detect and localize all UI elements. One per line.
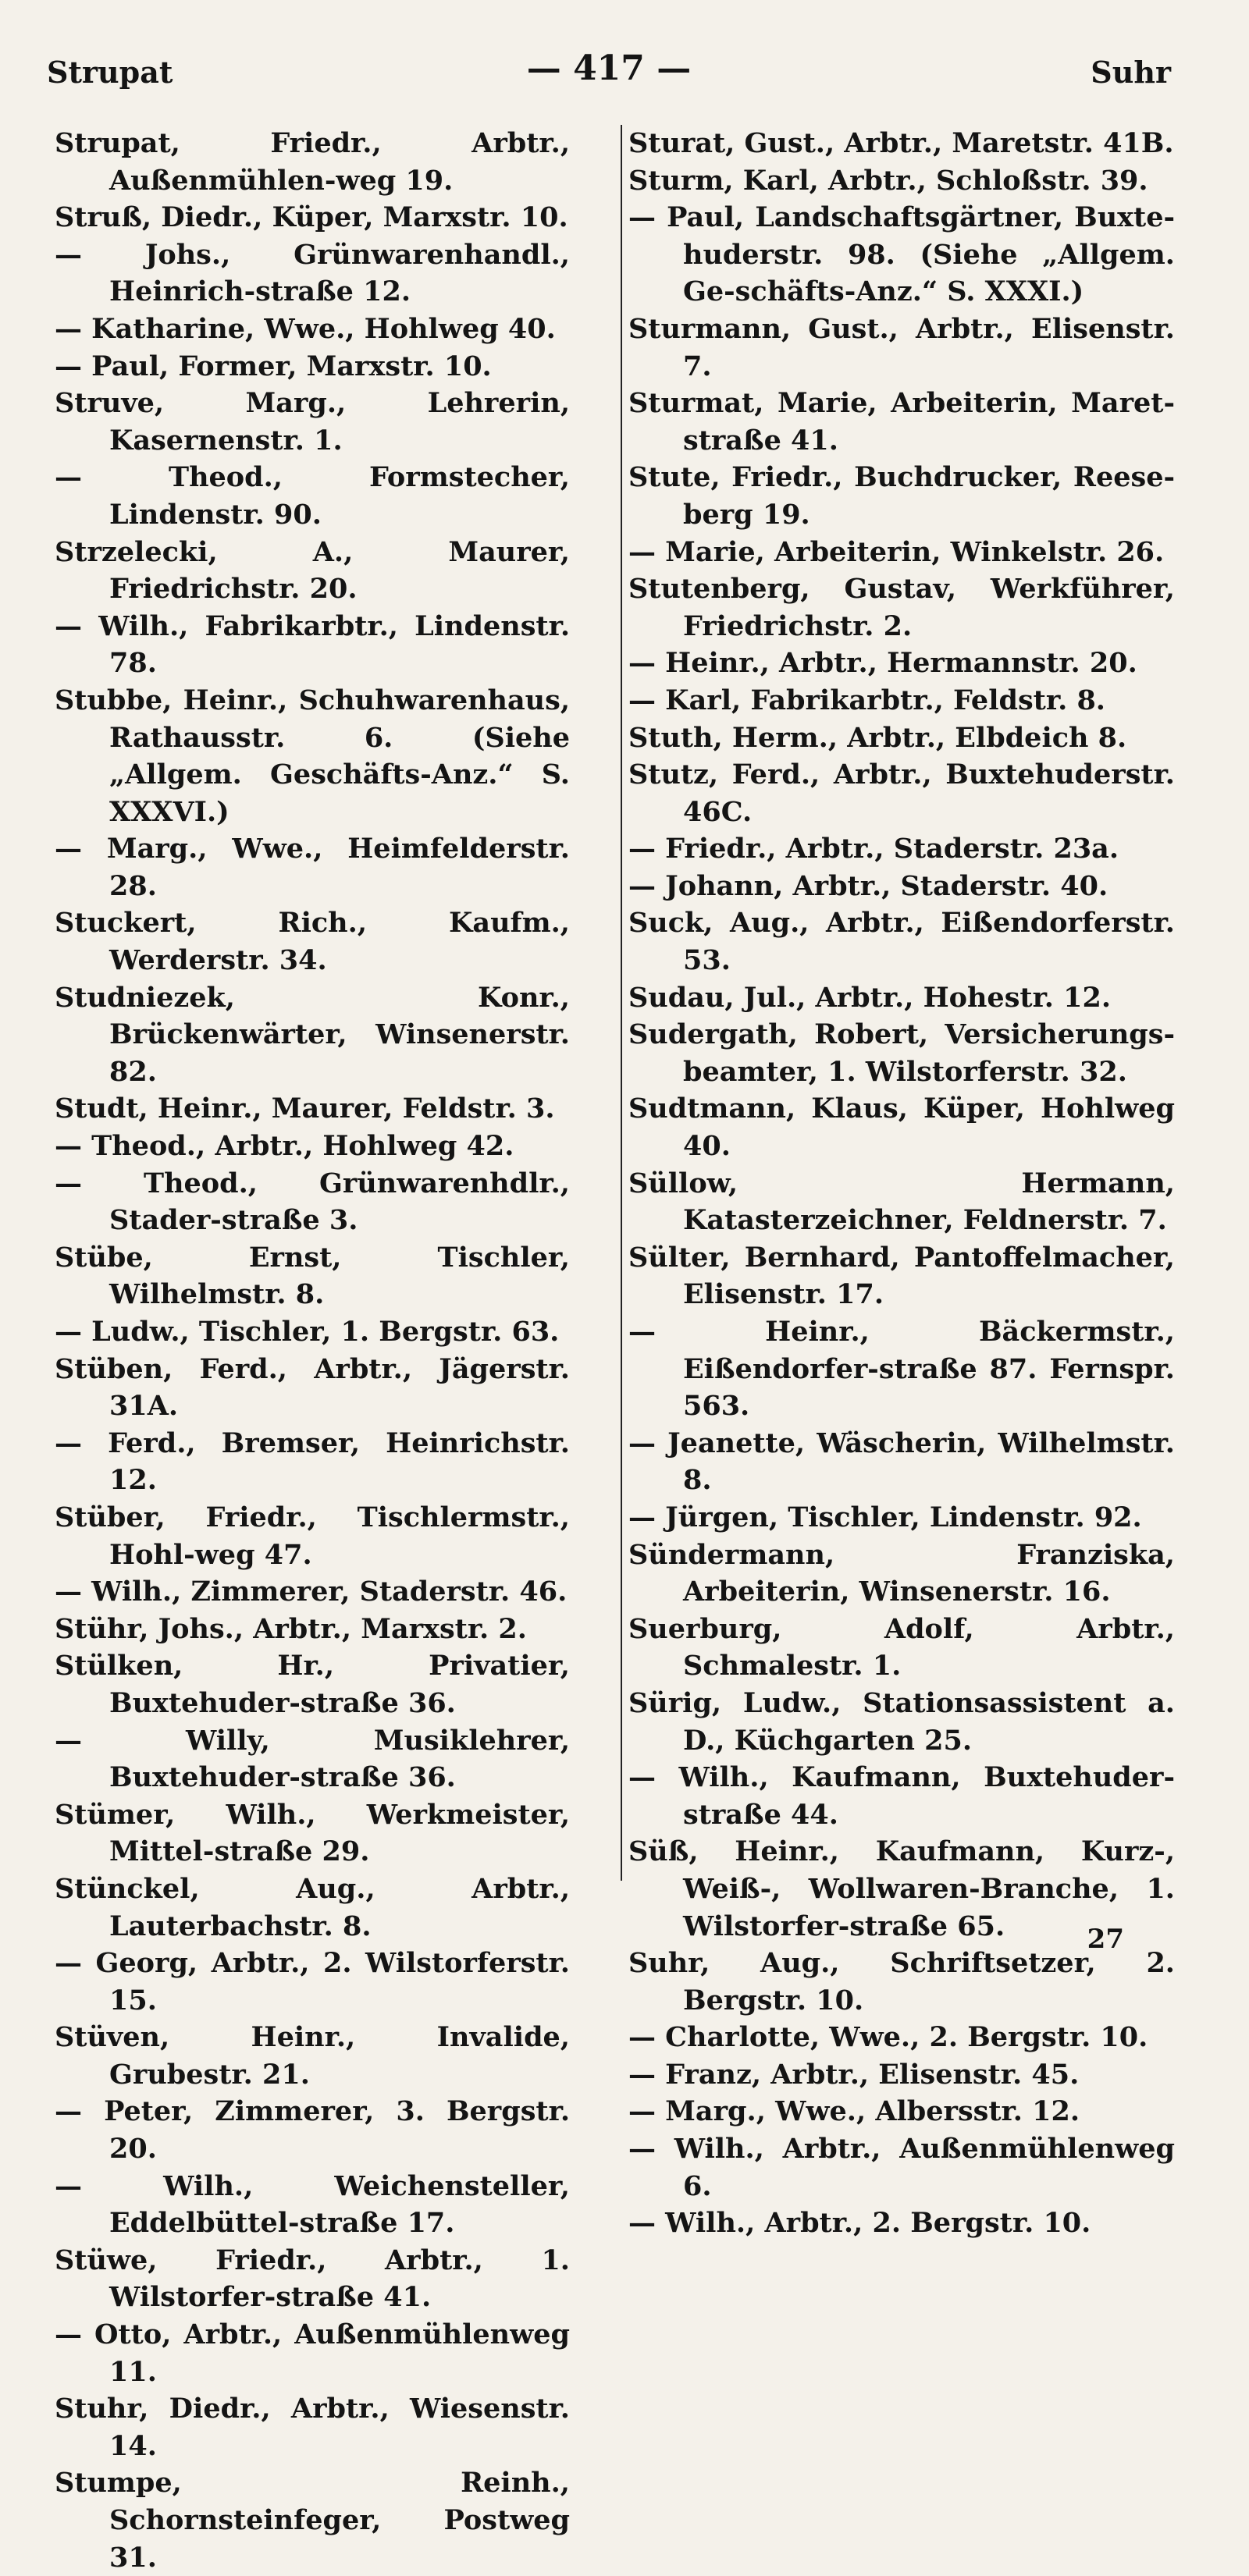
directory-entry: Sturm, Karl, Arbtr., Schloßstr. 39.	[628, 164, 1148, 197]
directory-entry: Suerburg, Adolf, Arbtr., Schmalestr. 1.	[628, 1612, 1175, 1682]
directory-entry: — Wilh., Fabrikarbtr., Lindenstr. 78.	[55, 609, 570, 680]
directory-entry: — Charlotte, Wwe., 2. Bergstr. 10.	[628, 2021, 1148, 2054]
directory-entry: — Wilh., Arbtr., Außenmühlenweg 6.	[628, 2133, 1175, 2202]
directory-entry: Studniezek, Konr., Brückenwärter, Winsenerstr. 82.	[55, 981, 570, 1088]
directory-entry: Stünckel, Aug., Arbtr., Lauterbachstr. 8.	[55, 1872, 570, 1942]
directory-entry: Stute, Friedr., Buchdrucker, Reese-berg 19.	[628, 461, 1175, 531]
directory-entry: Stüber, Friedr., Tischlermstr., Hohl-weg 47.	[55, 1501, 570, 1571]
directory-entry: — Jeanette, Wäscherin, Wilhelmstr. 8.	[628, 1427, 1175, 1497]
directory-entry: Sürig, Ludw., Stationsassistent a. D., Küchgarten 25.	[628, 1686, 1175, 1757]
directory-entry: — Paul, Landschaftsgärtner, Buxte-huderstr. 98. (Siehe „Allgem. Ge-schäfts-Anz.“ S. XXXI.)	[628, 201, 1175, 308]
directory-entry: — Wilh., Arbtr., 2. Bergstr. 10.	[628, 2207, 1091, 2240]
directory-entry: Stubbe, Heinr., Schuhwarenhaus, Rathausstr. 6. (Siehe „Allgem. Geschäfts-Anz.“ S. XXXVI.)	[55, 684, 570, 828]
directory-entry: — Theod., Arbtr., Hohlweg 42.	[55, 1130, 514, 1163]
directory-entry: Stülken, Hr., Privatier, Buxtehuder-straße 36.	[55, 1650, 570, 1719]
directory-entry: Stuth, Herm., Arbtr., Elbdeich 8.	[628, 721, 1127, 754]
directory-entry: — Franz, Arbtr., Elisenstr. 45.	[628, 2058, 1080, 2091]
directory-entry: Stutz, Ferd., Arbtr., Buxtehuderstr. 46C.	[628, 759, 1175, 828]
directory-entry: Sudergath, Robert, Versicherungs-beamter, 1. Wilstorferstr. 32.	[628, 1018, 1175, 1088]
directory-entry: Sturmat, Marie, Arbeiterin, Maret-straße 41.	[628, 387, 1175, 457]
directory-entry: Sturat, Gust., Arbtr., Maretstr. 41B.	[628, 127, 1174, 159]
directory-entry: — Johs., Grünwarenhandl., Heinrich-straße 12.	[55, 238, 570, 308]
directory-entry: Süß, Heinr., Kaufmann, Kurz-, Weiß-, Wollwaren-Branche, 1. Wilstorfer-straße 65.	[628, 1835, 1175, 1942]
directory-entry: — Jürgen, Tischler, Lindenstr. 92.	[628, 1501, 1142, 1533]
directory-entry: Strzelecki, A., Maurer, Friedrichstr. 20.	[55, 535, 570, 606]
directory-entry: — Peter, Zimmerer, 3. Bergstr. 20.	[55, 2095, 570, 2166]
directory-entry: — Willy, Musiklehrer, Buxtehuder-straße 36.	[55, 1724, 570, 1794]
page-number: — 417 —	[526, 48, 692, 88]
directory-entry: Stumpe, Reinh., Schornsteinfeger, Postweg 31.	[55, 2467, 570, 2574]
directory-entry: — Otto, Arbtr., Außenmühlenweg 11.	[55, 2318, 570, 2388]
left-column	[55, 125, 570, 2576]
directory-entry: — Ferd., Bremser, Heinrichstr. 12.	[55, 1427, 570, 1497]
directory-entry: — Heinr., Arbtr., Hermannstr. 20.	[628, 647, 1137, 680]
running-head-right: Suhr	[1091, 55, 1171, 90]
directory-entry: Sündermann, Franziska, Arbeiterin, Winsenerstr. 16.	[628, 1538, 1175, 1608]
directory-entry: Struve, Marg., Lehrerin, Kasernenstr. 1.	[55, 387, 570, 457]
directory-entry: Stübe, Ernst, Tischler, Wilhelmstr. 8.	[55, 1241, 570, 1311]
directory-entry: — Friedr., Arbtr., Staderstr. 23a.	[628, 833, 1119, 865]
directory-entry: Strupat, Friedr., Arbtr., Außenmühlen-weg 19.	[55, 127, 570, 197]
column-divider	[621, 125, 622, 1881]
directory-entry: Stüben, Ferd., Arbtr., Jägerstr. 31A.	[55, 1352, 570, 1423]
directory-entry: — Georg, Arbtr., 2. Wilstorferstr. 15.	[55, 1947, 570, 2016]
directory-entry: Stüven, Heinr., Invalide, Grubestr. 21.	[55, 2021, 570, 2091]
directory-entry: — Johann, Arbtr., Staderstr. 40.	[628, 869, 1108, 902]
directory-entry: Struß, Diedr., Küper, Marxstr. 10.	[55, 201, 568, 234]
directory-entry: — Paul, Former, Marxstr. 10.	[55, 350, 492, 382]
directory-entry: Stümer, Wilh., Werkmeister, Mittel-straße 29.	[55, 1798, 570, 1868]
directory-entry: — Wilh., Weichensteller, Eddelbüttel-straße 17.	[55, 2169, 570, 2240]
directory-entry: Sudau, Jul., Arbtr., Hohestr. 12.	[628, 981, 1112, 1014]
directory-entry: — Heinr., Bäckermstr., Eißendorfer-straße 87. Fernspr. 563.	[628, 1316, 1175, 1423]
directory-entry: Stuckert, Rich., Kaufm., Werderstr. 34.	[55, 907, 570, 977]
directory-entry: — Wilh., Zimmerer, Staderstr. 46.	[55, 1576, 568, 1608]
directory-entry: Sturmann, Gust., Arbtr., Elisenstr. 7.	[628, 312, 1175, 382]
directory-entry: Stuhr, Diedr., Arbtr., Wiesenstr. 14.	[55, 2393, 570, 2462]
page-header	[47, 48, 1171, 95]
directory-entry: — Wilh., Kaufmann, Buxtehuder-straße 44.	[628, 1761, 1175, 1831]
directory-entry: Stühr, Johs., Arbtr., Marxstr. 2.	[55, 1612, 527, 1645]
directory-entry: — Theod., Grünwarenhdlr., Stader-straße 3.	[55, 1167, 570, 1237]
directory-entry: Suck, Aug., Arbtr., Eißendorferstr. 53.	[628, 907, 1175, 977]
directory-entry: Sülter, Bernhard, Pantoffelmacher, Elisenstr. 17.	[628, 1241, 1175, 1311]
directory-entry: — Marg., Wwe., Heimfelderstr. 28.	[55, 833, 570, 902]
directory-entry: — Karl, Fabrikarbtr., Feldstr. 8.	[628, 684, 1105, 716]
directory-entry: — Ludw., Tischler, 1. Bergstr. 63.	[55, 1316, 560, 1348]
directory-entry: — Theod., Formstecher, Lindenstr. 90.	[55, 461, 570, 531]
signature-mark: 27	[1087, 1924, 1124, 1955]
directory-entry: Stüwe, Friedr., Arbtr., 1. Wilstorfer-straße 41.	[55, 2244, 570, 2314]
directory-entry: Süllow, Hermann, Katasterzeichner, Feldnerstr. 7.	[628, 1167, 1175, 1237]
directory-entry: Sudtmann, Klaus, Küper, Hohlweg 40.	[628, 1093, 1175, 1163]
directory-entry: — Katharine, Wwe., Hohlweg 40.	[55, 312, 556, 345]
directory-entry: — Marg., Wwe., Albersstr. 12.	[628, 2095, 1080, 2128]
directory-entry: Studt, Heinr., Maurer, Feldstr. 3.	[55, 1093, 555, 1125]
running-head-left: Strupat	[47, 55, 173, 90]
directory-entry: — Marie, Arbeiterin, Winkelstr. 26.	[628, 535, 1165, 568]
directory-entry: Suhr, Aug., Schriftsetzer, 2. Bergstr. 10.	[628, 1947, 1175, 2016]
directory-entry: Stutenberg, Gustav, Werkführer, Friedrichstr. 2.	[628, 573, 1175, 642]
